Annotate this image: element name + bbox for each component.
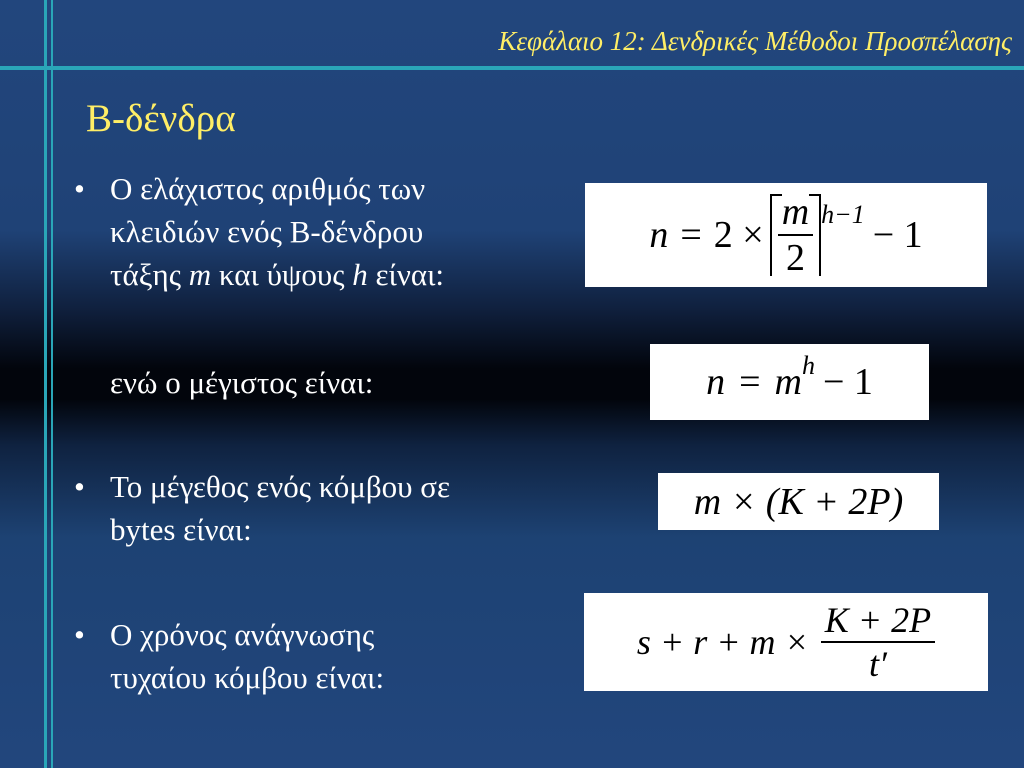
formula-min-keys: n = 2 × $\frac{m}{2}$ h−1 − 1 — [585, 183, 987, 287]
bullet-line: bytes είναι: — [110, 512, 252, 547]
bullet-marker-3: • — [74, 617, 85, 652]
formula-max-keys: n = m h − 1 — [650, 344, 929, 420]
chapter-header: Κεφάλαιο 12: Δενδρικές Μέθοδοι Προσπέλασης — [498, 26, 1012, 56]
bullet-marker-1: • — [74, 171, 85, 206]
max-keys-text: ενώ ο μέγιστος είναι: — [110, 365, 374, 400]
bullet-line: Το μέγεθος ενός κόμβου σε — [110, 469, 450, 504]
bullet-text-node-size — [110, 465, 450, 551]
left-accent-line-2 — [51, 0, 53, 768]
bullet-line: τάξης m και ύψους h είναι: — [110, 257, 445, 292]
bullet-text-min-keys — [110, 167, 444, 296]
bullet-line: Ο ελάχιστος αριθμός των — [110, 171, 426, 206]
bullet-text-read-time — [110, 613, 384, 699]
bullet-line: τυχαίου κόμβου είναι: — [110, 660, 385, 695]
formula-read-time: s + r + m × $\frac{K + 2P}{t'}$ — [584, 593, 988, 691]
bullet-line: κλειδιών ενός Β-δένδρου — [110, 214, 424, 249]
header-divider — [0, 66, 1024, 70]
slide-title: Β-δένδρα — [86, 97, 236, 140]
formula-node-size: m × (K + 2P) — [658, 473, 939, 530]
bullet-marker-2: • — [74, 469, 85, 504]
left-accent-line-1 — [44, 0, 47, 768]
bullet-line: Ο χρόνος ανάγνωσης — [110, 617, 375, 652]
